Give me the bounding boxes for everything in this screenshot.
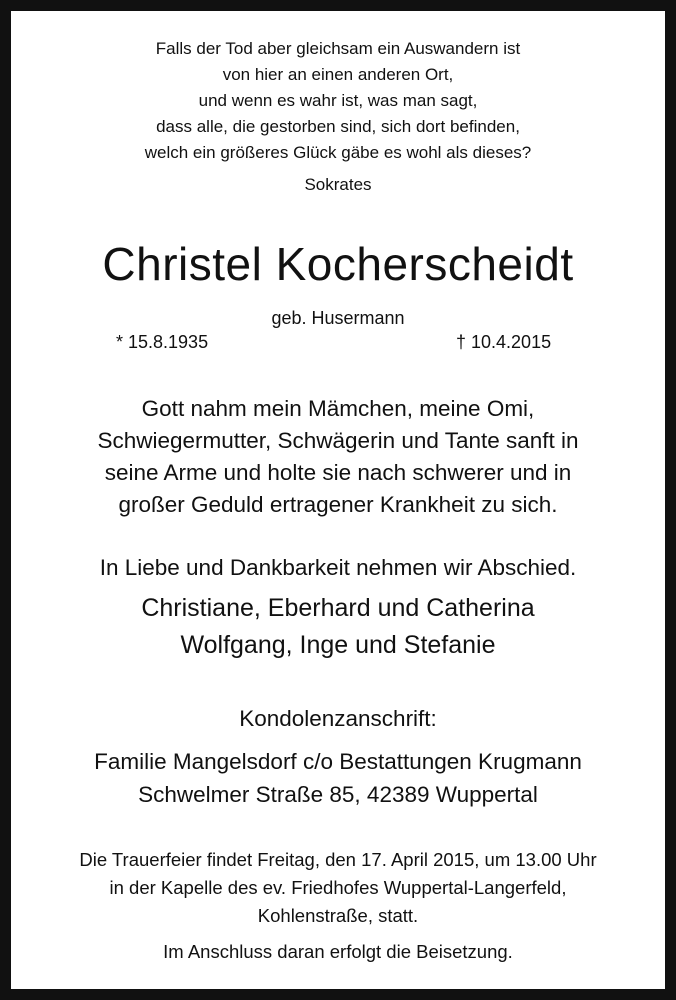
funeral-line-1: Die Trauerfeier findet Freitag, den 17. April 2015, um 13.00 Uhr bbox=[79, 849, 597, 870]
deceased-name: Christel Kocherscheidt bbox=[102, 238, 574, 290]
death-date: † 10.4.2015 bbox=[456, 332, 552, 352]
message-line-4: großer Geduld ertragener Krankheit zu sich. bbox=[118, 492, 558, 517]
funeral-line-3: Kohlenstraße, statt. bbox=[257, 905, 419, 926]
message-line-1: Gott nahm mein Mämchen, meine Omi, bbox=[141, 396, 535, 421]
message-line-3: seine Arme und holte sie nach schwerer und in bbox=[104, 460, 572, 485]
message-line-2: Schwiegermutter, Schwägerin und Tante sanft in bbox=[97, 428, 579, 453]
quote-line-5: welch ein größeres Glück gäbe es wohl als dieses? bbox=[144, 143, 532, 162]
condolence-heading: Kondolenzanschrift: bbox=[239, 706, 437, 731]
quote-line-1: Falls der Tod aber gleichsam ein Auswandern ist bbox=[155, 39, 521, 58]
quote-line-2: von hier an einen anderen Ort, bbox=[222, 65, 454, 84]
family-line-1: Christiane, Eberhard und Catherina bbox=[141, 594, 535, 622]
family-line-2: Wolfgang, Inge und Stefanie bbox=[180, 631, 496, 659]
quote-line-3: und wenn es wahr ist, was man sagt, bbox=[198, 91, 478, 110]
quote-line-4: dass alle, die gestorben sind, sich dort befinden, bbox=[156, 117, 520, 136]
condolence-address-1: Familie Mangelsdorf c/o Bestattungen Krugmann bbox=[94, 749, 582, 774]
burial-line: Im Anschluss daran erfolgt die Beisetzung. bbox=[163, 941, 513, 962]
condolence-address-2: Schwelmer Straße 85, 42389 Wuppertal bbox=[138, 782, 538, 807]
quote-author: Sokrates bbox=[304, 175, 372, 194]
funeral-line-2: in der Kapelle des ev. Friedhofes Wuppertal-Langerfeld, bbox=[109, 877, 567, 898]
farewell-line: In Liebe und Dankbarkeit nehmen wir Abschied. bbox=[99, 555, 577, 580]
birth-date: * 15.8.1935 bbox=[116, 332, 209, 352]
birth-name: geb. Husermann bbox=[271, 308, 405, 328]
